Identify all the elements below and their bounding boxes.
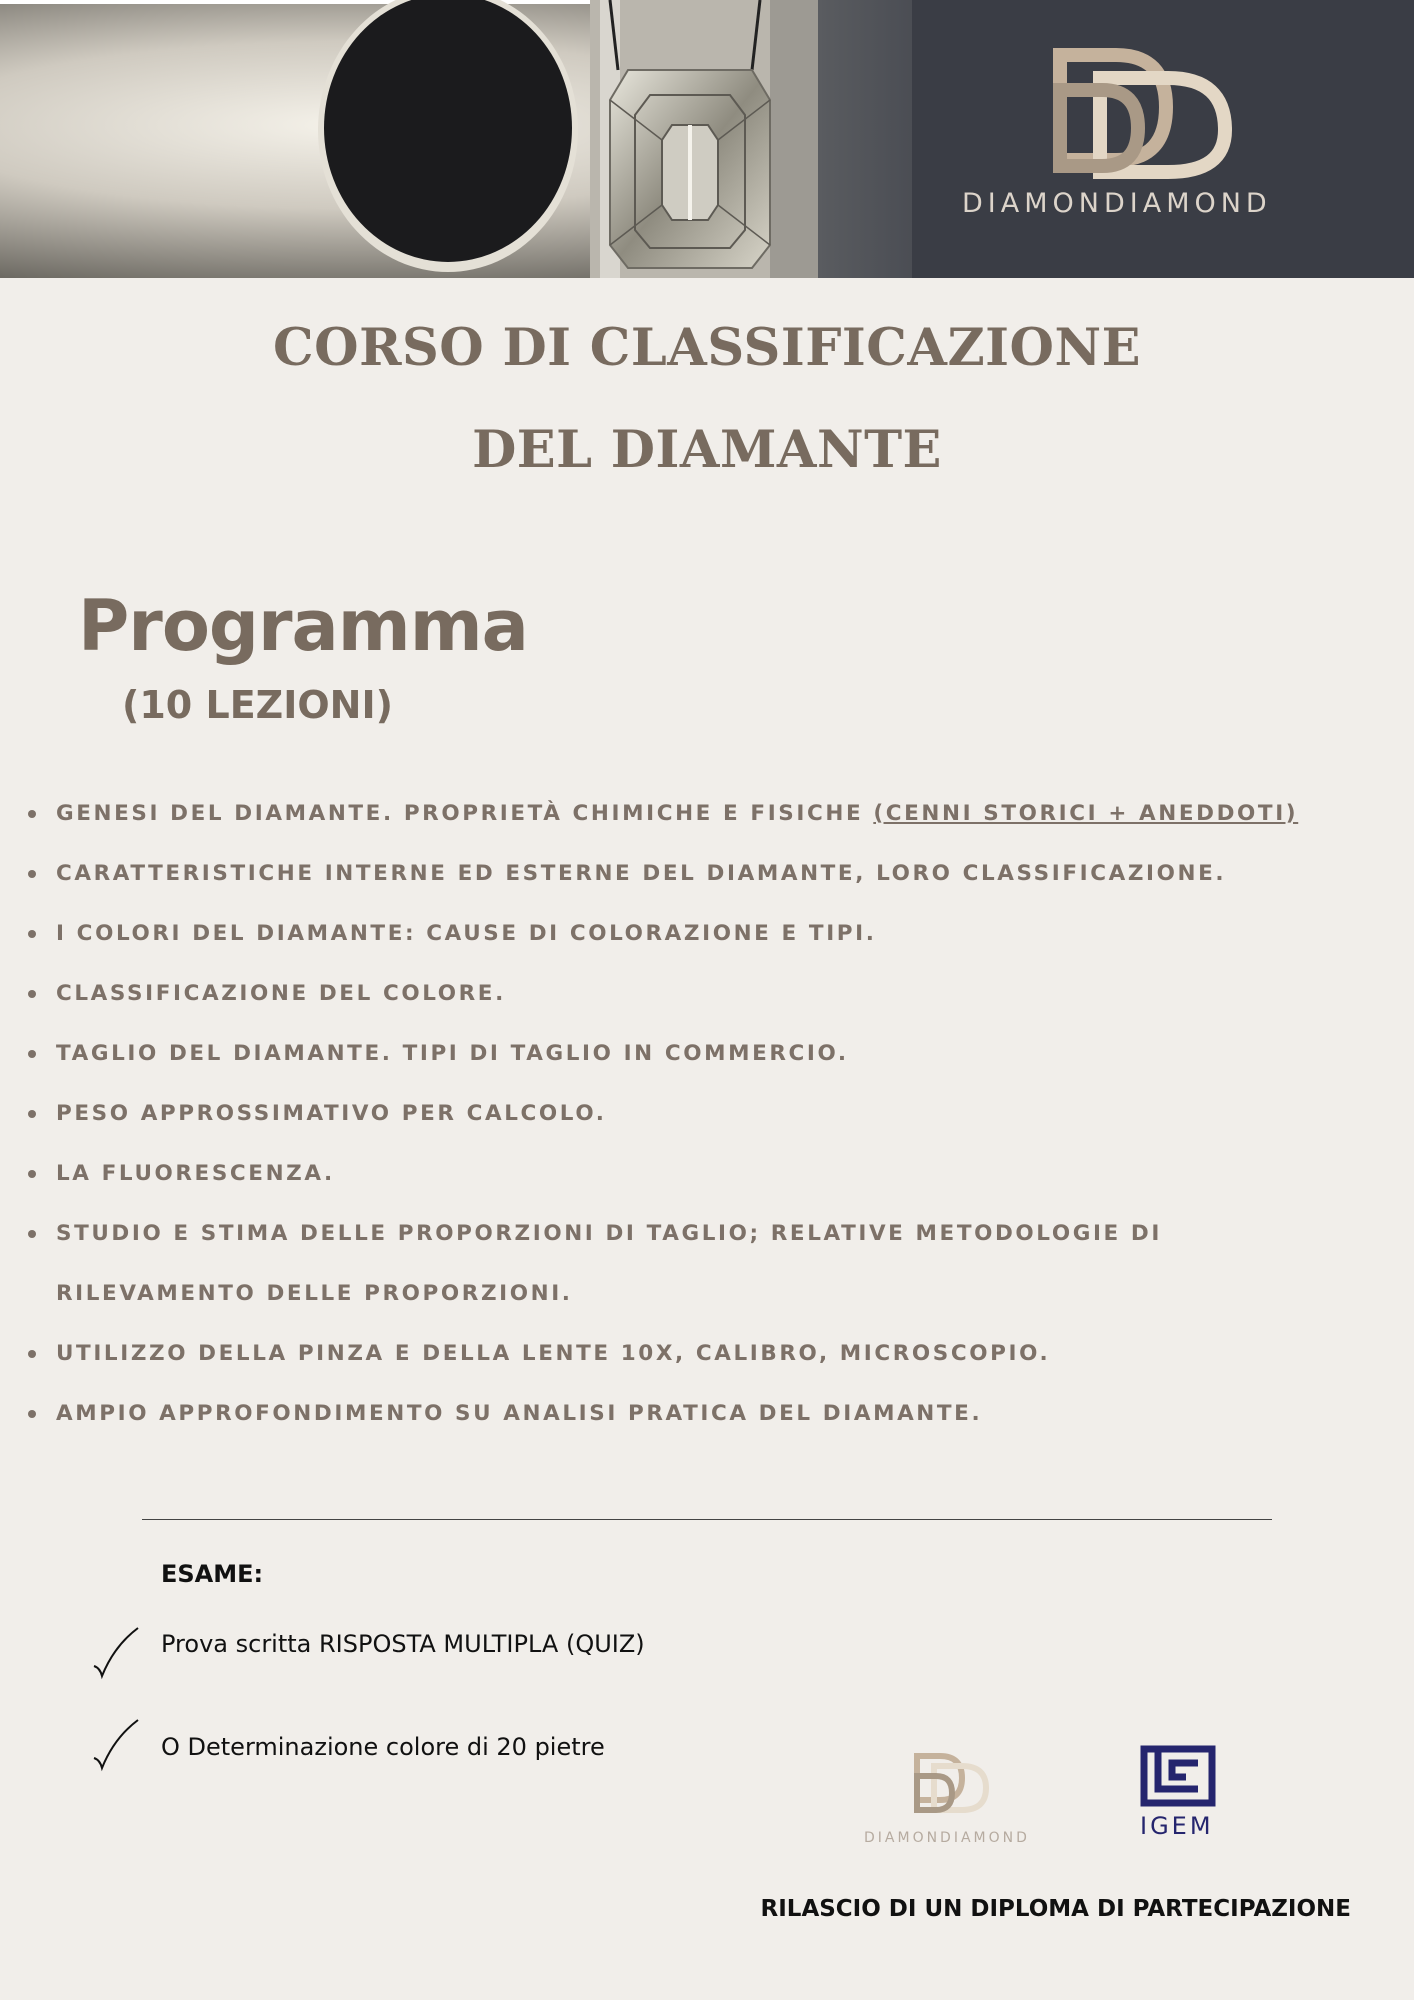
bullet-icon — [28, 930, 36, 938]
exam-option-color: O Determinazione colore di 20 pietre — [161, 1733, 605, 1761]
exam-option-quiz: Prova scritta RISPOSTA MULTIPLA (QUIZ) — [161, 1630, 645, 1658]
diploma-note: RILASCIO DI UN DIPLOMA DI PARTECIPAZIONE — [760, 1896, 1351, 1922]
brand-name: DIAMONDIAMOND — [962, 188, 1272, 219]
list-item: CLASSIFICAZIONE DEL COLORE. — [28, 964, 1398, 1024]
igem-logo-icon — [1140, 1745, 1216, 1807]
exam-label: ESAME: — [161, 1560, 264, 1588]
list-item: GENESI DEL DIAMANTE. PROPRIETÀ CHIMICHE E FISICHE (CENNI STORICI + ANEDDOTI) — [28, 784, 1398, 844]
bullet-icon — [28, 1350, 36, 1358]
bullet-icon — [28, 810, 36, 818]
bullet-icon — [28, 990, 36, 998]
program-list — [28, 784, 1398, 1444]
diamond-photo — [0, 0, 1414, 278]
list-item: CARATTERISTICHE INTERNE ED ESTERNE DEL DIAMANTE, LORO CLASSIFICAZIONE. — [28, 844, 1398, 904]
list-item: I COLORI DEL DIAMANTE: CAUSE DI COLORAZIONE E TIPI. — [28, 904, 1398, 964]
bullet-icon — [28, 1110, 36, 1118]
list-item: UTILIZZO DELLA PINZA E DELLA LENTE 10X, CALIBRO, MICROSCOPIO. — [28, 1324, 1398, 1384]
partner-logo-text: DIAMONDIAMOND — [864, 1830, 1030, 1846]
list-item: LA FLUORESCENZA. — [28, 1144, 1398, 1204]
checkmark-icon — [92, 1624, 142, 1680]
divider — [142, 1519, 1272, 1520]
checkmark-icon — [92, 1716, 142, 1772]
underlined-note: (CENNI STORICI + ANEDDOTI) — [873, 801, 1299, 826]
bullet-icon — [28, 1230, 36, 1238]
bullet-icon — [28, 1050, 36, 1058]
list-item: AMPIO APPROFONDIMENTO SU ANALISI PRATICA DEL DIAMANTE. — [28, 1384, 1398, 1444]
igem-label: IGEM — [1140, 1812, 1214, 1840]
program-heading: Programma — [78, 585, 528, 667]
bullet-icon — [28, 1170, 36, 1178]
header-banner — [0, 0, 1414, 278]
list-item-continuation: RILEVAMENTO DELLE PROPORZIONI. — [56, 1281, 573, 1306]
list-item: PESO APPROSSIMATIVO PER CALCOLO. — [28, 1084, 1398, 1144]
bullet-icon — [28, 870, 36, 878]
diamondiamond-logo-icon — [862, 1752, 1012, 1827]
bullet-icon — [28, 1410, 36, 1418]
program-subheading: (10 LEZIONI) — [122, 683, 393, 727]
list-item: STUDIO E STIMA DELLE PROPORZIONI DI TAGLIO; RELATIVE METODOLOGIE DI RILEVAMENTO DELLE PROPORZIONI. — [28, 1204, 1398, 1324]
course-title-line1: CORSO DI CLASSIFICAZIONE — [273, 318, 1141, 378]
course-title-line2: DEL DIAMANTE — [472, 420, 942, 480]
list-item: TAGLIO DEL DIAMANTE. TIPI DI TAGLIO IN COMMERCIO. — [28, 1024, 1398, 1084]
